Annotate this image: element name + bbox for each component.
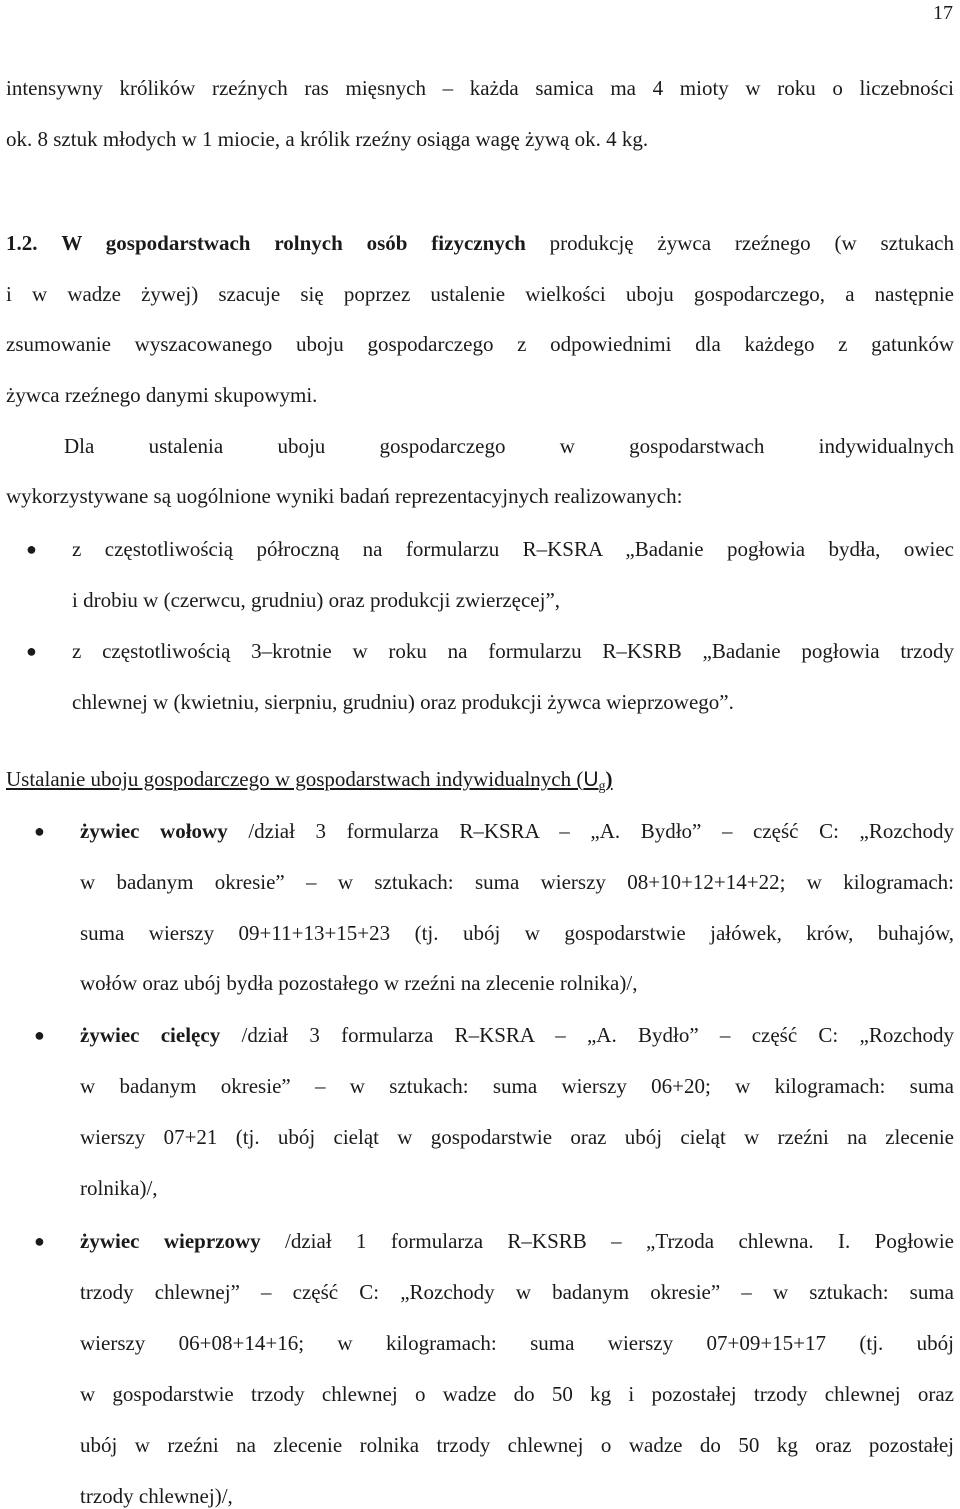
species-3-line-2: trzody chlewnej” – część C: „Rozchody w badanym okresie” – w sztukach: suma (80, 1280, 954, 1304)
species-3-line-1 (80, 1228, 954, 1254)
species-1-line-4: wołów oraz ubój bydła pozostałego w rzeźni na zlecenie rolnika)/, (80, 971, 638, 995)
species-1-line-3: suma wierszy 09+11+13+15+23 (tj. ubój w gospodarstwie jałówek, krów, buhajów, (80, 921, 954, 945)
section-line-2: i w wadze żywej) szacuje się poprzez ustalenie wielkości uboju gospodarczego, a następnie (6, 282, 954, 306)
bullet-icon: ● (34, 1231, 45, 1251)
bullet-icon: ● (34, 821, 45, 841)
dla-line-1: Dla ustalenia uboju gospodarczego w gospodarstwach indywidualnych (64, 434, 954, 458)
species-3-name: żywiec wieprzowy (80, 1229, 261, 1253)
ustalanie-close: ) (605, 767, 613, 791)
survey-bullet-2-line-2: chlewnej w (kwietniu, sierpniu, grudniu) oraz produkcji żywca wieprzowego”. (72, 690, 734, 714)
species-1-line-2: w badanym okresie” – w sztukach: suma wierszy 08+10+12+14+22; w kilogramach: (80, 870, 954, 894)
intro-line-1: intensywny królików rzeźnych ras mięsnych – każda samica ma 4 mioty w roku o liczebności (6, 76, 954, 100)
species-2-line-4: rolnika)/, (80, 1176, 158, 1200)
page-number: 17 (933, 2, 953, 24)
bullet-icon: ● (34, 1025, 45, 1045)
ustalanie-heading (6, 766, 613, 800)
species-3-line-4: w gospodarstwie trzody chlewnej o wadze do 50 kg i pozostałej trzody chlewnej oraz (80, 1382, 954, 1406)
dla-line-2: wykorzystywane są uogólnione wyniki badań reprezentacyjnych realizowanych: (6, 484, 683, 508)
species-1-name: żywiec wołowy (80, 819, 228, 843)
species-2-line-1-rest: /dział 3 formularza R–KSRA – „A. Bydło” – część C: „Rozchody (241, 1023, 955, 1047)
section-number: 1.2. (6, 231, 38, 255)
survey-bullet-2-line-1: z częstotliwością 3–krotnie w roku na formularzu R–KSRB „Badanie pogłowia trzody (72, 639, 954, 663)
intro-line-2: ok. 8 sztuk młodych w 1 miocie, a królik rzeźny osiąga wagę żywą ok. 4 kg. (6, 127, 649, 151)
ustalanie-subscript: g (598, 779, 606, 794)
bullet-icon: ● (26, 641, 37, 661)
section-heading-bold: W gospodarstwach rolnych osób fizycznych (61, 231, 526, 255)
species-2-line-1 (80, 1022, 954, 1048)
section-line-3: zsumowanie wyszacowanego uboju gospodarczego z odpowiednimi dla każdego z gatunków (6, 332, 954, 356)
bullet-icon: ● (26, 539, 37, 559)
survey-bullet-1-line-1: z częstotliwością półroczną na formularzu R–KSRA „Badanie pogłowia bydła, owiec (72, 537, 954, 561)
species-1-line-1-rest: /dział 3 formularza R–KSRA – „A. Bydło” – część C: „Rozchody (248, 819, 954, 843)
species-3-line-5: ubój w rzeźni na zlecenie rolnika trzody chlewnej o wadze do 50 kg oraz pozostałej (80, 1433, 954, 1457)
ustalanie-text: Ustalanie uboju gospodarczego w gospodarstwach indywidualnych ( (6, 767, 584, 791)
species-3-line-1-rest: /dział 1 formularza R–KSRB – „Trzoda chlewna. I. Pogłowie (285, 1229, 954, 1253)
species-3-line-3: wierszy 06+08+14+16; w kilogramach: suma wierszy 07+09+15+17 (tj. ubój (80, 1331, 954, 1355)
species-2-line-2: w badanym okresie” – w sztukach: suma wierszy 06+20; w kilogramach: suma (80, 1074, 954, 1098)
species-2-line-3: wierszy 07+21 (tj. ubój cieląt w gospodarstwie oraz ubój cieląt w rzeźni na zlecenie (80, 1125, 954, 1149)
section-heading-rest: produkcję żywca rzeźnego (w sztukach (549, 231, 954, 255)
species-2-name: żywiec cielęcy (80, 1023, 221, 1047)
species-1-line-1 (80, 818, 954, 844)
survey-bullet-1-line-2: i drobiu w (czerwcu, grudniu) oraz produkcji zwierzęcej”, (72, 588, 561, 612)
section-line-4: żywca rzeźnego danymi skupowymi. (6, 383, 318, 407)
ustalanie-symbol: U (583, 768, 599, 791)
section-heading-line (6, 230, 954, 256)
species-3-line-6: trzody chlewnej)/, (80, 1484, 233, 1508)
